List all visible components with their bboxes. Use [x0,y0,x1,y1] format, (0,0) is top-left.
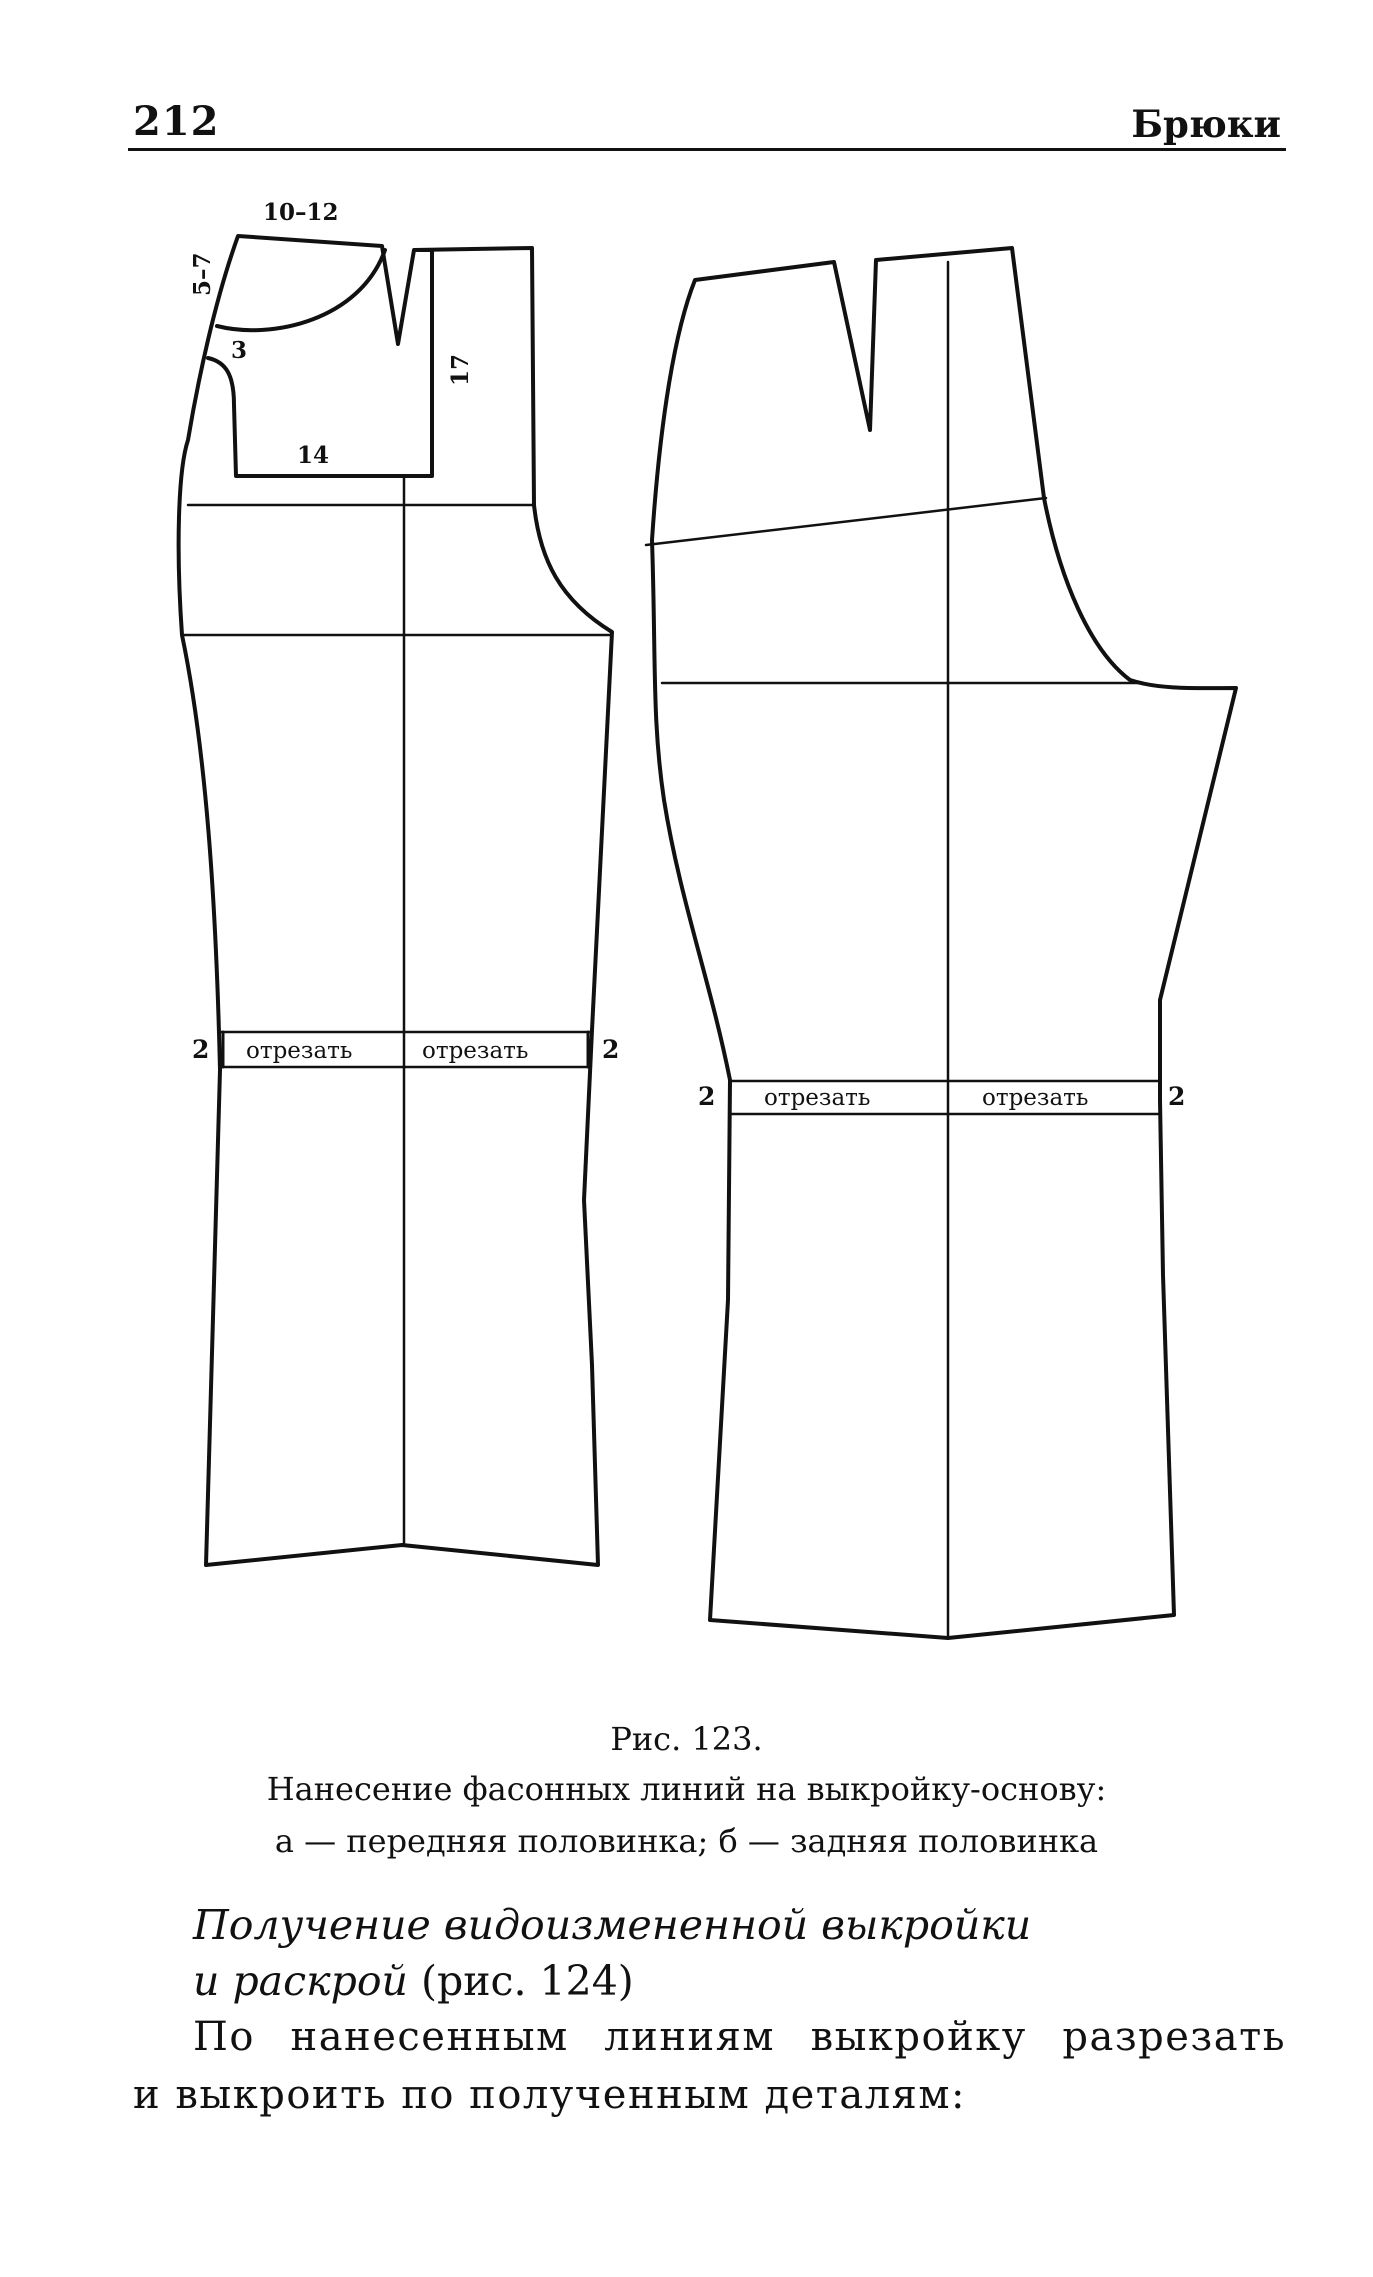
front-label-bottom: 14 [297,442,330,469]
body-paragraph [133,2008,1286,2124]
front-pocket-curve [217,250,385,330]
front-label-side: 5–7 [189,252,216,296]
front-cut-label-left: отрезать [246,1038,353,1064]
front-label-vertical: 17 [447,353,474,386]
section-heading-line1: Получение видоизмененной выкройки [193,1901,1032,1949]
figure-caption-title: Рис. 123. [610,1720,763,1758]
paragraph-line1: По нанесенным линиям выкройку разрезать [193,2014,1286,2060]
front-outline [179,236,612,1565]
back-outline [652,248,1236,1638]
front-label-top: 10–12 [263,199,339,226]
section-heading-line2-italic: и раскрой [193,1957,408,2005]
front-mark-left: 2 [192,1035,210,1064]
section-heading [193,1897,1031,2009]
back-mark-right: 2 [1168,1082,1186,1111]
page-number: 212 [133,98,220,145]
back-cut-label-left: отрезать [764,1085,871,1111]
figure-caption-line1: Нанесение фасонных линий на выкройку-основу: [266,1770,1107,1808]
front-mark-right: 2 [602,1035,620,1064]
running-head: Брюки [1131,102,1281,146]
figure-caption-line2: а — передняя половинка; б — задняя половинка [274,1822,1099,1860]
section-heading-line2-plain: (рис. 124) [407,1957,634,2005]
front-label-curve: 3 [231,337,248,364]
back-hip-line [646,498,1046,545]
paragraph-line2: и выкроить по полученным деталям: [133,2072,966,2118]
back-cut-label-right: отрезать [982,1085,1089,1111]
back-mark-left: 2 [698,1082,716,1111]
front-cut-label-right: отрезать [422,1038,529,1064]
